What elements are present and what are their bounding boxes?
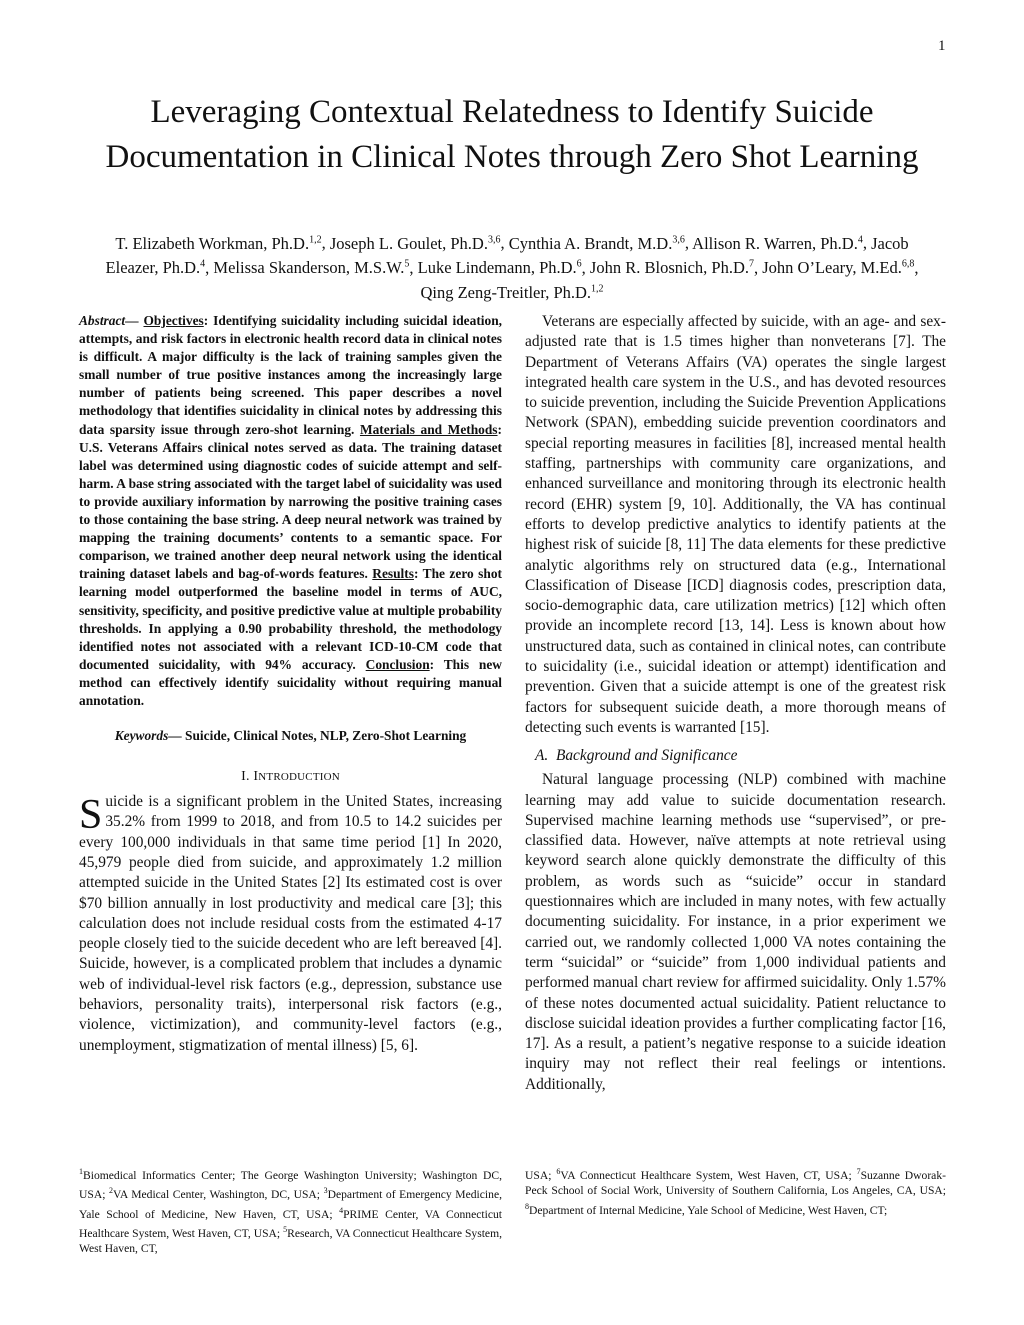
page-number: 1 [938,38,946,54]
abstract: Abstract— Objectives: Identifying suicidality including suicidal ideation, attempts, and risk factors in electronic health record data in clinical notes is difficult. A major difficulty is the lack of training samples given the small number of true positive instances among the increasingly large number of patients being screened. This paper describes a novel methodology that identifies suicidality in clinical notes by addressing this data sparsity issue through zero-shot learning. Materials and Methods: U.S. Veterans Affairs clinical notes served as data. The training dataset label was determined using diagnostic codes of suicide attempt and self-harm. A base string associated with the target label of suicidality was used to provide auxiliary information by narrowing the positive training cases to those containing the base string. A deep neural network was trained by mapping the training documents’ contents to a semantic space. For comparison, we trained another deep neural network using the identical training dataset labels and bag-of-words features. Results: The zero shot learning model outperformed the baseline model in terms of AUC, sensitivity, specificity, and positive predictive value at multiple probability thresholds. In applying a 0.90 probability threshold, the methodology identified notes not associated with a relevant ICD-10-CM code that documented suicidality, with 94% accuracy. Conclusion: This new method can effectively identify suicidality without requiring manual annotation. [79,313,502,708]
author: John O’Leary, M.Ed.$^{6,8}$ [762,258,915,277]
background-paragraph: Natural language processing (NLP) combined with machine learning may add value to suicide documentation research. Supervised machine learning methods use “supervised”, or pre-classified data. However, naïve attempts at note retrieval using keyword search alone quickly demonstrate the difficulty of this problem, as words such as “suicide” occur in standard questionnaires which are included in many notes, with few actually documenting suicidality. For instance, in a prior experiment we carried out, we randomly collected 1,000 VA notes containing the term “suicidal” or “suicide” from 1,000 individual patients and performed manual chart review for affirmed suicidality. Only 1.57% of these notes documented actual suicidality. Patient reluctance to disclose suicidal ideation provides a further complicating factor [16, 17]. As a result, a patient’s negative response to a suicide ideation inquiry may not reflect their real feelings or intentions. Additionally, [525,771,946,1093]
author: Cynthia A. Brandt, M.D.$^{3,6}$ [508,233,685,253]
methods-label: Materials and Methods [359,421,498,437]
abstract-label: Abstract [79,313,126,328]
left-column [79,312,502,1056]
results-label: Results [372,566,414,582]
author-list: T. Elizabeth Workman, Ph.D.$^{1,2}$, Joseph L. Goulet, Ph.D.$^{3,6}$, Cynthia A. Brandt, M.D.$^{3,6}$, Allison R. Warren, Ph.D.$^4$, Jacob Eleazer, Ph.D.$^4$, Melissa Skanderson, M.S.W.$^5$, Luke Lindemann, Ph.D.$^6$, John R. Blosnich, Ph.D.$^7$, John O’Leary, M.Ed.$^{6,8}$, Qing Zeng-Treitler, Ph.D.$^{1,2}$ [105,233,919,302]
author: Allison R. Warren, Ph.D.$^4$ [692,233,863,253]
author: John R. Blosnich, Ph.D.$^7$ [589,258,754,277]
veterans-paragraph: Veterans are especially affected by suicide, with an age- and sex-adjusted rate that is 1.5 times higher than nonveterans [7]. The Department of Veterans Affairs (VA) operates the single largest integrated health care system in the U.S., and has devoted resources to suicide prevention, including the Suicide Prevention Applications Network (SPAN), embedding suicide prevention coordinators and special reporting measures in facilities [8], increased mental health staffing, partnerships with community care organizations, and enhanced surveillance and monitoring through its electronic health record (EHR) system [9, 10]. Additionally, the VA has continual efforts to develop predictive analytics to identify patients at the highest risk of suicide [8, 11] The data elements for these predictive analytic algorithms rely on structured data (e.g., International Classification of Disease [ICD] diagnosis codes, prescription data, socio-demographic data, care utilization metrics) [12] which often provide an incomplete record [13, 14]. Less is known about how unstructured data, such as contained in clinical notes, can contribute to suicidality (i.e., suicidal ideation or attempt) identification and prevention. Given that a suicide attempt is one of the greatest risk factors for subsequent suicide death, a more thorough means of detecting such events is warranted [15]. [525,313,946,736]
author: Joseph L. Goulet, Ph.D.$^{3,6}$ [329,233,501,253]
footnotes-left: $^1$Biomedical Informatics Center; The George Washington University; Washington DC, USA; $^2$VA Medical Center, Washington, DC, USA; $^3$Department of Emergency Medicine, Yale School of Medicine, New Haven, CT, USA; $^4$PRIME Center, VA Connecticut Healthcare System, West Haven, CT, USA; $^5$Research, VA Connecticut Healthcare System, West Haven, CT, [79,1167,502,1256]
conclusion-label: Conclusion [365,656,430,672]
right-column [525,312,946,1095]
author: Qing Zeng-Treitler, Ph.D.$^{1,2}$ [420,282,604,302]
subsection-heading-background: A. Background and Significance [535,747,738,765]
drop-cap: S [79,792,103,839]
section-heading-introduction: I. INTRODUCTION [241,769,340,785]
author: Luke Lindemann, Ph.D.$^6$ [417,258,582,277]
keywords-label: Keywords [114,728,169,744]
author: Melissa Skanderson, M.S.W.$^5$ [213,258,410,277]
keywords: Keywords— Suicide, Clinical Notes, NLP, Zero-Shot Learning [114,728,467,744]
footnotes-right: USA; $^6$VA Connecticut Healthcare System, West Haven, CT, USA; $^7$Suzanne Dworak-Peck School of Social Work, University of Southern California, Los Angeles, CA, USA; $^8$Department of Internal Medicine, Yale School of Medicine, West Haven, CT; [525,1167,946,1217]
paper-title: Leveraging Contextual Relatedness to Identify Suicide Documentation in Clinical Notes through Zero Shot Learning [105,94,919,175]
objectives-label: Objectives [143,313,204,328]
author: T. Elizabeth Workman, Ph.D.$^{1,2}$ [115,233,322,253]
intro-paragraph: Suicide is a significant problem in the United States, increasing 35.2% from 1999 to 2018, and from 10.5 to 14.2 suicides per every 100,000 individuals in that same time period [1] In 2020, 45,979 people died from suicide, and approximately 1.2 million attempted suicide in the United States [2] Its estimated cost is over $70 billion annually in lost productivity and medical care [3]; this calculation does not include residual costs from the estimated 4-17 people closely tied to the suicide decedent who are left bereaved [4]. Suicide, however, is a complicated problem that includes a dynamic web of individual-level risk factors (e.g., depression, substance use behaviors, personality traits), interpersonal risk factors (e.g., violence, victimization), and community-level factors (e.g., unemployment, stigmatization of mental illness) [5, 6]. [79,792,502,1054]
author: Jacob Eleazer, Ph.D.$^4$ [105,233,909,277]
